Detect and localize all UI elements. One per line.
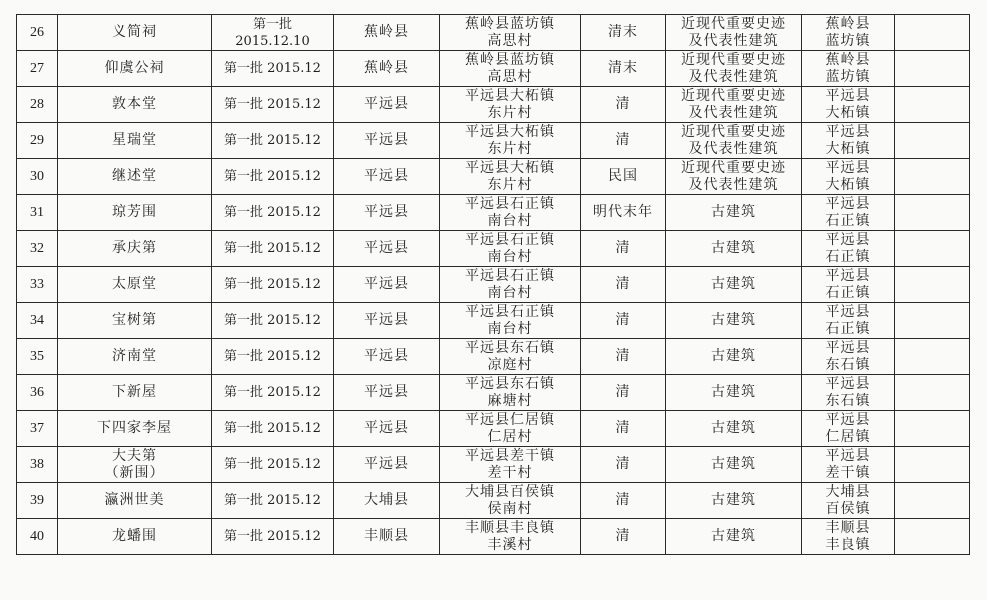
row-number: 35 — [17, 339, 58, 375]
category: 古建筑 — [666, 483, 802, 519]
address: 平远县石正镇 南台村 — [440, 231, 581, 267]
era: 清 — [581, 519, 666, 555]
row-number: 29 — [17, 123, 58, 159]
batch-date: 第一批 2015.12 — [212, 303, 334, 339]
era: 清 — [581, 447, 666, 483]
note-cell — [895, 15, 970, 51]
note-cell — [895, 519, 970, 555]
county: 平远县 — [334, 195, 440, 231]
batch-date: 第一批 2015.12 — [212, 231, 334, 267]
table-row — [17, 375, 970, 411]
era: 清末 — [581, 15, 666, 51]
note-cell — [895, 339, 970, 375]
note-cell — [895, 195, 970, 231]
building-name: 承庆第 — [58, 231, 212, 267]
address: 蕉岭县蓝坊镇 高思村 — [440, 15, 581, 51]
building-name: 宝树第 — [58, 303, 212, 339]
town: 平远县 石正镇 — [802, 303, 895, 339]
row-number: 38 — [17, 447, 58, 483]
town: 蕉岭县 蓝坊镇 — [802, 51, 895, 87]
category: 古建筑 — [666, 195, 802, 231]
row-number: 32 — [17, 231, 58, 267]
era: 清 — [581, 123, 666, 159]
table-row — [17, 339, 970, 375]
table-row — [17, 519, 970, 555]
address: 平远县石正镇 南台村 — [440, 303, 581, 339]
batch-date: 第一批 2015.12 — [212, 123, 334, 159]
building-name: 琼芳围 — [58, 195, 212, 231]
era: 清 — [581, 483, 666, 519]
town: 平远县 差干镇 — [802, 447, 895, 483]
batch-date: 第一批 2015.12 — [212, 483, 334, 519]
county: 平远县 — [334, 267, 440, 303]
county: 蕉岭县 — [334, 15, 440, 51]
row-number: 37 — [17, 411, 58, 447]
category: 古建筑 — [666, 411, 802, 447]
batch-date: 第一批 2015.12 — [212, 519, 334, 555]
row-number: 39 — [17, 483, 58, 519]
town: 平远县 仁居镇 — [802, 411, 895, 447]
era: 清 — [581, 303, 666, 339]
batch-date: 第一批 2015.12 — [212, 195, 334, 231]
era: 清 — [581, 411, 666, 447]
building-name: 太原堂 — [58, 267, 212, 303]
town: 大埔县 百侯镇 — [802, 483, 895, 519]
batch-date: 第一批 2015.12 — [212, 375, 334, 411]
table-row — [17, 195, 970, 231]
category: 近现代重要史迹 及代表性建筑 — [666, 15, 802, 51]
building-name: 下四家李屋 — [58, 411, 212, 447]
era: 清末 — [581, 51, 666, 87]
address: 平远县东石镇 麻塘村 — [440, 375, 581, 411]
address: 平远县石正镇 南台村 — [440, 195, 581, 231]
table-row — [17, 447, 970, 483]
town: 平远县 大柘镇 — [802, 123, 895, 159]
table-row — [17, 51, 970, 87]
note-cell — [895, 375, 970, 411]
batch-date: 第一批 2015.12 — [212, 339, 334, 375]
address: 大埔县百侯镇 侯南村 — [440, 483, 581, 519]
batch-date: 第一批 2015.12 — [212, 411, 334, 447]
town: 平远县 石正镇 — [802, 195, 895, 231]
category: 近现代重要史迹 及代表性建筑 — [666, 123, 802, 159]
note-cell — [895, 231, 970, 267]
batch-date: 第一批 2015.12 — [212, 267, 334, 303]
batch-date: 第一批 2015.12.10 — [212, 15, 334, 51]
building-name: 下新屋 — [58, 375, 212, 411]
row-number: 26 — [17, 15, 58, 51]
category: 近现代重要史迹 及代表性建筑 — [666, 87, 802, 123]
county: 平远县 — [334, 303, 440, 339]
county: 平远县 — [334, 123, 440, 159]
era: 清 — [581, 339, 666, 375]
building-name: 仰虞公祠 — [58, 51, 212, 87]
address: 平远县大柘镇 东片村 — [440, 123, 581, 159]
table-row — [17, 303, 970, 339]
category: 古建筑 — [666, 303, 802, 339]
table-row — [17, 267, 970, 303]
building-name: 星瑞堂 — [58, 123, 212, 159]
address: 平远县差干镇 差干村 — [440, 447, 581, 483]
category: 古建筑 — [666, 339, 802, 375]
address: 平远县仁居镇 仁居村 — [440, 411, 581, 447]
address: 平远县东石镇 凉庭村 — [440, 339, 581, 375]
category: 古建筑 — [666, 231, 802, 267]
town: 蕉岭县 蓝坊镇 — [802, 15, 895, 51]
address: 平远县石正镇 南台村 — [440, 267, 581, 303]
building-name: 瀛洲世美 — [58, 483, 212, 519]
table-row — [17, 483, 970, 519]
note-cell — [895, 51, 970, 87]
table-row — [17, 123, 970, 159]
note-cell — [895, 483, 970, 519]
note-cell — [895, 159, 970, 195]
address: 平远县大柘镇 东片村 — [440, 87, 581, 123]
county: 大埔县 — [334, 483, 440, 519]
town: 丰顺县 丰良镇 — [802, 519, 895, 555]
row-number: 28 — [17, 87, 58, 123]
row-number: 36 — [17, 375, 58, 411]
era: 清 — [581, 375, 666, 411]
row-number: 31 — [17, 195, 58, 231]
town: 平远县 石正镇 — [802, 267, 895, 303]
table-row — [17, 15, 970, 51]
category: 古建筑 — [666, 375, 802, 411]
note-cell — [895, 411, 970, 447]
batch-date: 第一批 2015.12 — [212, 87, 334, 123]
category: 古建筑 — [666, 267, 802, 303]
county: 平远县 — [334, 411, 440, 447]
address: 平远县大柘镇 东片村 — [440, 159, 581, 195]
batch-date: 第一批 2015.12 — [212, 159, 334, 195]
heritage-list-table — [16, 14, 970, 555]
note-cell — [895, 447, 970, 483]
address: 蕉岭县蓝坊镇 高思村 — [440, 51, 581, 87]
category: 近现代重要史迹 及代表性建筑 — [666, 159, 802, 195]
town: 平远县 石正镇 — [802, 231, 895, 267]
town: 平远县 大柘镇 — [802, 159, 895, 195]
era: 清 — [581, 87, 666, 123]
town: 平远县 大柘镇 — [802, 87, 895, 123]
building-name: 义简祠 — [58, 15, 212, 51]
row-number: 40 — [17, 519, 58, 555]
row-number: 27 — [17, 51, 58, 87]
row-number: 34 — [17, 303, 58, 339]
era: 明代末年 — [581, 195, 666, 231]
county: 平远县 — [334, 159, 440, 195]
county: 丰顺县 — [334, 519, 440, 555]
building-name: 继述堂 — [58, 159, 212, 195]
category: 古建筑 — [666, 447, 802, 483]
town: 平远县 东石镇 — [802, 339, 895, 375]
county: 平远县 — [334, 447, 440, 483]
building-name: 龙蟠围 — [58, 519, 212, 555]
era: 清 — [581, 231, 666, 267]
building-name: 敦本堂 — [58, 87, 212, 123]
building-name: 大夫第 （新围） — [58, 447, 212, 483]
table-row — [17, 87, 970, 123]
county: 蕉岭县 — [334, 51, 440, 87]
note-cell — [895, 267, 970, 303]
table-row — [17, 231, 970, 267]
era: 清 — [581, 267, 666, 303]
row-number: 30 — [17, 159, 58, 195]
table-row — [17, 159, 970, 195]
county: 平远县 — [334, 231, 440, 267]
building-name: 济南堂 — [58, 339, 212, 375]
category: 近现代重要史迹 及代表性建筑 — [666, 51, 802, 87]
county: 平远县 — [334, 339, 440, 375]
table-row — [17, 411, 970, 447]
note-cell — [895, 123, 970, 159]
note-cell — [895, 87, 970, 123]
county: 平远县 — [334, 375, 440, 411]
town: 平远县 东石镇 — [802, 375, 895, 411]
county: 平远县 — [334, 87, 440, 123]
row-number: 33 — [17, 267, 58, 303]
era: 民国 — [581, 159, 666, 195]
category: 古建筑 — [666, 519, 802, 555]
batch-date: 第一批 2015.12 — [212, 51, 334, 87]
address: 丰顺县丰良镇 丰溪村 — [440, 519, 581, 555]
note-cell — [895, 303, 970, 339]
batch-date: 第一批 2015.12 — [212, 447, 334, 483]
